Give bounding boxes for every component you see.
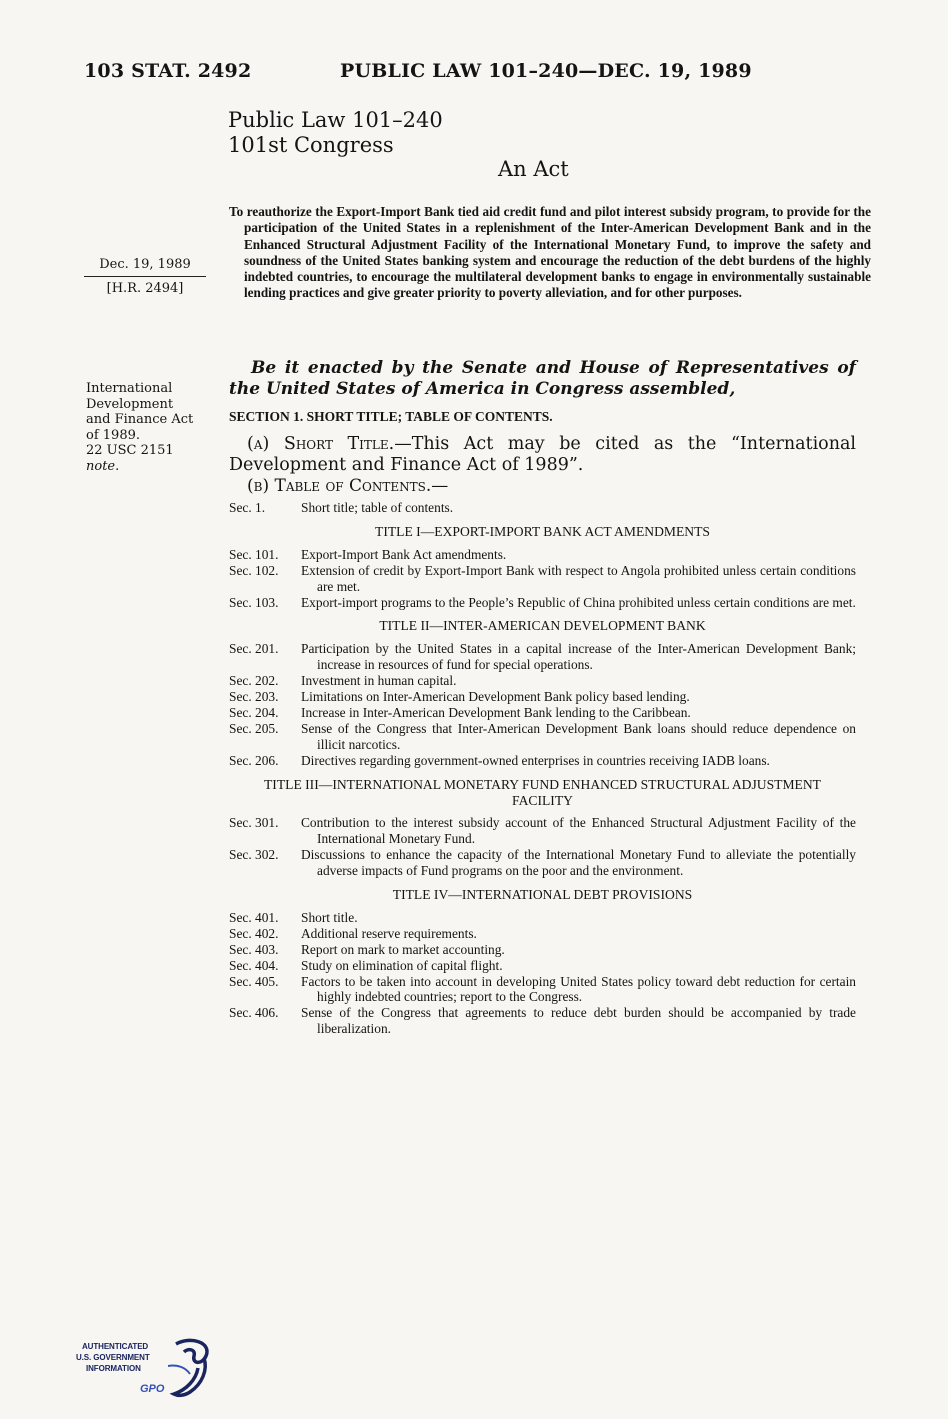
toc-entry-text: Extension of credit by Export-Import Bank with respect to Angola prohibited unless certain conditions are met.	[301, 562, 856, 594]
toc-entry	[229, 673, 856, 689]
toc-entry-text: Directives regarding government-owned enterprises in countries receiving IADB loans.	[301, 752, 770, 768]
toc-entry-number: Sec. 201.	[229, 641, 279, 657]
toc-entry	[229, 815, 856, 847]
toc-entry-text: Factors to be taken into account in developing United States policy toward debt reduction for certain highly indebted countries; report to the Congress.	[301, 973, 856, 1005]
margin-rule	[84, 276, 206, 277]
toc-entry	[229, 942, 856, 958]
toc-entry	[229, 547, 856, 563]
short-title-label: (a) Short Title.	[247, 434, 395, 454]
toc-entry-text: Export-import programs to the People’s Republic of China prohibited unless certain conditions are met.	[301, 594, 856, 610]
toc-entry	[229, 500, 856, 516]
toc-entry-number: Sec. 406.	[229, 1005, 279, 1021]
toc-entry	[229, 641, 856, 673]
toc-title-heading: TITLE I—EXPORT-IMPORT BANK ACT AMENDMENTS	[375, 523, 710, 539]
toc-entry-text: Participation by the United States in a capital increase of the Inter-American Development Bank; increase in resources of fund for special operations.	[301, 641, 856, 673]
toc-entry-text: Short title; table of contents.	[301, 500, 454, 515]
toc-entry	[229, 974, 856, 1006]
toc-entry	[229, 721, 856, 753]
bill-number: [H.R. 2494]	[106, 281, 184, 296]
toc-entry-text: Increase in Inter-American Development Bank lending to the Caribbean.	[301, 704, 691, 720]
toc-entry-number: Sec. 302.	[229, 847, 279, 863]
toc-entry-number: Sec. 103.	[229, 594, 279, 610]
toc-entry	[229, 595, 856, 611]
margin-note-line: of 1989.	[86, 427, 140, 443]
toc-entry	[229, 847, 856, 879]
margin-short-title-note	[86, 381, 193, 474]
toc-title-heading: TITLE III—INTERNATIONAL MONETARY FUND ENHANCED STRUCTURAL ADJUSTMENT FACILITY	[264, 776, 821, 808]
toc-entry-text: Investment in human capital.	[301, 673, 457, 689]
act-heading: An Act	[498, 157, 569, 181]
toc-title-heading: TITLE II—INTER-AMERICAN DEVELOPMENT BANK	[379, 618, 706, 634]
table-of-contents	[229, 500, 856, 1037]
eagle-seal-icon	[168, 1338, 214, 1398]
toc-entry-number: Sec. 205.	[229, 720, 279, 736]
toc-title-heading: TITLE IV—INTERNATIONAL DEBT PROVISIONS	[392, 887, 693, 903]
toc-entry-number: Sec. 301.	[229, 815, 279, 831]
toc-entry-text: Additional reserve requirements.	[301, 925, 477, 941]
short-title-text: —This Act may be cited as the “International Development and Finance Act of 1989”.	[229, 434, 856, 475]
page-header	[84, 60, 864, 90]
toc-entry-number: Sec. 203.	[229, 689, 279, 705]
toc-entry-number: Sec. 405.	[229, 973, 279, 989]
congress-label: 101st Congress	[228, 133, 394, 157]
toc-entry-text: Sense of the Congress that Inter-American Development Bank loans should reduce dependence on illicit narcotics.	[301, 720, 856, 752]
margin-note-line: Development	[86, 396, 174, 412]
toc-entry-text: Sense of the Congress that agreements to reduce debt burden should be accompanied by trade liberalization.	[301, 1005, 856, 1037]
toc-entry	[229, 689, 856, 705]
toc-entry-number: Sec. 206.	[229, 752, 279, 768]
page-reference: 103 STAT. 2492	[84, 60, 252, 82]
seal-line: AUTHENTICATED	[82, 1342, 149, 1351]
toc-label: (b) Table of Contents.	[247, 476, 432, 496]
toc-entry-text: Short title.	[301, 909, 358, 925]
toc-entry-text: Export-Import Bank Act amendments.	[301, 546, 507, 562]
short-title-paragraph	[229, 434, 856, 476]
toc-entry	[229, 705, 856, 721]
toc-entry-number: Sec. 404.	[229, 957, 279, 973]
toc-entry-number: Sec. 1.	[229, 500, 266, 515]
toc-entry-number: Sec. 401.	[229, 909, 279, 925]
toc-entry-text: Discussions to enhance the capacity of the International Monetary Fund to alleviate the potentially adverse impacts of Fund programs on the poor and the environment.	[301, 847, 856, 879]
seal-agency: GPO	[140, 1383, 165, 1395]
toc-entry-number: Sec. 403.	[229, 941, 279, 957]
toc-entry-number: Sec. 101.	[229, 546, 279, 562]
usc-reference: 22 USC 2151	[86, 443, 174, 458]
section-heading: SECTION 1. SHORT TITLE; TABLE OF CONTENTS.	[229, 409, 553, 424]
toc-entry-number: Sec. 402.	[229, 925, 279, 941]
toc-entry	[229, 910, 856, 926]
toc-dash: —	[431, 476, 449, 496]
running-title: PUBLIC LAW 101–240—DEC. 19, 1989	[340, 60, 752, 82]
seal-line: INFORMATION	[86, 1364, 141, 1373]
toc-entry-number: Sec. 202.	[229, 673, 279, 689]
toc-entry-text: Report on mark to market accounting.	[301, 941, 505, 957]
toc-entry	[229, 958, 856, 974]
toc-entry-text: Study on elimination of capital flight.	[301, 957, 503, 973]
usc-note: note.	[86, 458, 120, 474]
toc-heading	[247, 476, 448, 496]
margin-note-line: and Finance Act	[86, 412, 194, 427]
enacting-clause: Be it enacted by the Senate and House of Representatives of the United States of America in Congress assembled,	[229, 358, 856, 399]
seal-line: U.S. GOVERNMENT	[76, 1353, 150, 1362]
toc-entry-number: Sec. 204.	[229, 704, 279, 720]
enactment-date: Dec. 19, 1989	[99, 257, 191, 272]
margin-date-note	[84, 256, 206, 298]
toc-entry-number: Sec. 102.	[229, 562, 279, 578]
law-number: Public Law 101–240	[228, 108, 443, 132]
toc-entry	[229, 753, 856, 769]
law-title-block	[228, 108, 443, 158]
toc-entry-text: Contribution to the interest subsidy account of the Enhanced Structural Adjustment Facility of the International Monetary Fund.	[301, 815, 856, 847]
margin-note-line: International	[86, 381, 173, 396]
toc-entry-text: Limitations on Inter-American Development Bank policy based lending.	[301, 689, 690, 705]
toc-entry	[229, 926, 856, 942]
gpo-authentication-seal	[76, 1338, 214, 1398]
toc-entry	[229, 1005, 856, 1037]
purpose-paragraph: To reauthorize the Export-Import Bank tied aid credit fund and pilot interest subsidy program, to provide for the participation of the United States in a replenishment of the Inter-American Development Bank and in the Enhanced Structural Adjustment Facility of the International Monetary Fund, to improve the safety and soundness of the United States banking system and encourage the reduction of the debt burdens of the highly indebted countries, to encourage the multilateral development banks to engage in environmentally sustainable lending practices and give greater priority to poverty alleviation, and for other purposes.	[229, 204, 871, 301]
toc-entry	[229, 563, 856, 595]
